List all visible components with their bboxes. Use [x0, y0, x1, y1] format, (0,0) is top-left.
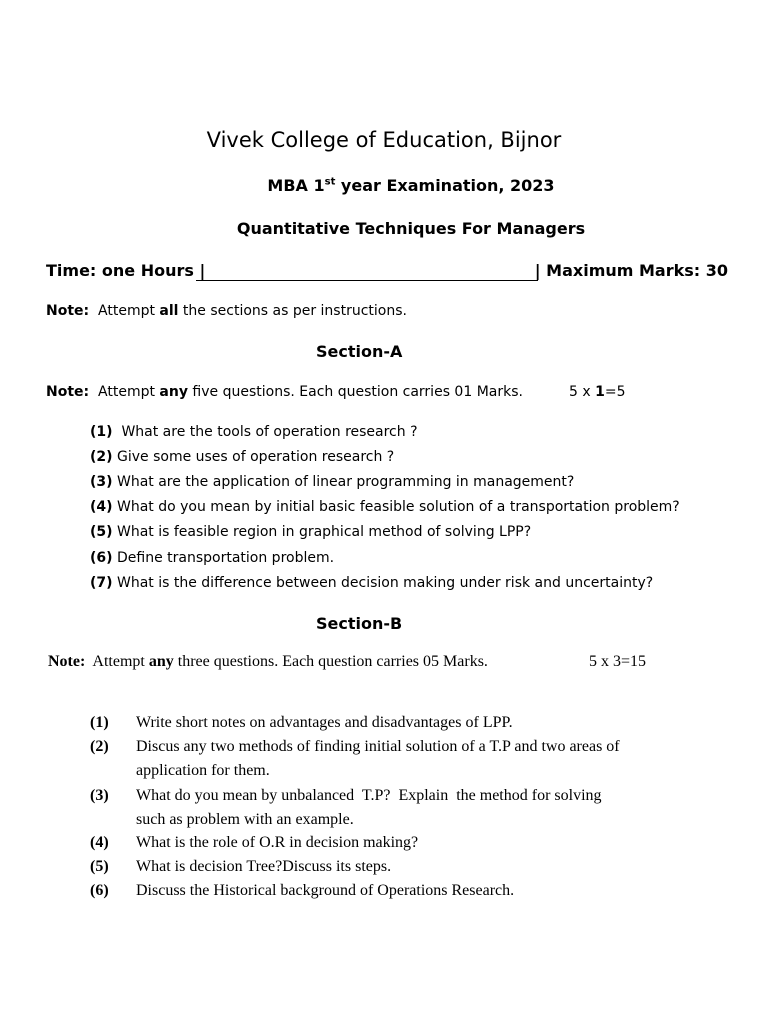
section-a-marks-emphasis: 1 — [595, 384, 605, 400]
section-b-question-number: (3) — [90, 787, 109, 804]
question-number: (4) — [90, 499, 113, 515]
question-text: What are the tools of operation research ? — [112, 424, 418, 440]
section-b-note-post: three questions. Each question carries 05 Marks. — [173, 653, 488, 670]
section-b-note-emphasis: any — [148, 653, 174, 670]
section-a-question — [90, 449, 394, 465]
section-b-title: Section-B — [316, 614, 403, 633]
section-b-marks: 5 x 3=15 — [589, 653, 647, 670]
section-a-question — [90, 499, 680, 515]
section-b-question-number: (6) — [90, 882, 109, 899]
section-b-question-text: Discus any two methods of finding initial solution of a T.P and two areas of — [136, 738, 620, 755]
question-text: Define transportation problem. — [112, 550, 335, 566]
general-note — [46, 303, 407, 319]
subject-title: Quantitative Techniques For Managers — [236, 219, 586, 238]
note-text-post: the sections as per instructions. — [178, 303, 407, 319]
question-number: (1) — [90, 424, 113, 440]
question-text: What is the difference between decision making under risk and uncertainty? — [112, 575, 654, 591]
section-a-note — [46, 384, 523, 400]
section-a-marks — [569, 384, 625, 400]
note-text-pre: Attempt — [89, 303, 160, 319]
section-a-question — [90, 474, 574, 490]
exam-title-suffix: year Examination, 2023 — [335, 176, 555, 195]
question-text: Give some uses of operation research ? — [112, 449, 395, 465]
exam-title-superscript: st — [324, 176, 336, 188]
max-marks-label: | Maximum Marks: 30 — [534, 261, 728, 280]
section-b-note — [48, 653, 488, 671]
question-text: What do you mean by initial basic feasible solution of a transportation problem? — [112, 499, 680, 515]
section-a-marks-post: =5 — [604, 384, 626, 400]
section-a-note-post: five questions. Each question carries 01 Marks. — [187, 384, 523, 400]
time-label: Time: one Hours | — [46, 261, 206, 280]
exam-title-prefix: MBA 1 — [267, 176, 325, 195]
time-marks-row — [46, 261, 728, 285]
note-label: Note: — [46, 303, 90, 319]
section-b-question-text: What is decision Tree?Discuss its steps. — [136, 858, 392, 875]
section-b-question-text-continued: such as problem with an example. — [136, 811, 354, 828]
section-a-note-pre: Attempt — [89, 384, 160, 400]
section-a-question — [90, 575, 653, 591]
section-b-question-text: What is the role of O.R in decision making? — [136, 834, 419, 851]
section-a-marks-pre: 5 x — [569, 384, 596, 400]
exam-title — [0, 176, 768, 195]
section-a-note-label: Note: — [46, 384, 90, 400]
question-text: What is feasible region in graphical method of solving LPP? — [112, 524, 532, 540]
section-b-question-text: What do you mean by unbalanced T.P? Explain the method for solving — [136, 787, 602, 804]
section-b-question-number: (5) — [90, 858, 109, 875]
question-number: (7) — [90, 575, 113, 591]
section-b-question-text: Write short notes on advantages and disadvantages of LPP. — [136, 714, 513, 731]
section-b-question-text: Discuss the Historical background of Operations Research. — [136, 882, 515, 899]
question-number: (2) — [90, 449, 113, 465]
section-a-question — [90, 524, 531, 540]
section-b-note-label: Note: — [48, 653, 86, 670]
section-a-note-emphasis: any — [159, 384, 188, 400]
section-b-question-number: (1) — [90, 714, 109, 731]
section-b-note-pre: Attempt — [85, 653, 149, 670]
section-b-question-text-continued: application for them. — [136, 762, 270, 779]
college-name: Vivek College of Education, Bijnor — [206, 128, 562, 152]
question-number: (3) — [90, 474, 113, 490]
section-a-question — [90, 424, 418, 440]
question-number: (6) — [90, 550, 113, 566]
section-b-question-number: (4) — [90, 834, 109, 851]
question-text: What are the application of linear programming in management? — [112, 474, 575, 490]
note-emphasis: all — [159, 303, 179, 319]
question-number: (5) — [90, 524, 113, 540]
section-b-question-number: (2) — [90, 738, 109, 755]
section-a-question — [90, 550, 334, 566]
underline-filler — [196, 280, 538, 281]
section-a-title: Section-A — [316, 342, 403, 361]
